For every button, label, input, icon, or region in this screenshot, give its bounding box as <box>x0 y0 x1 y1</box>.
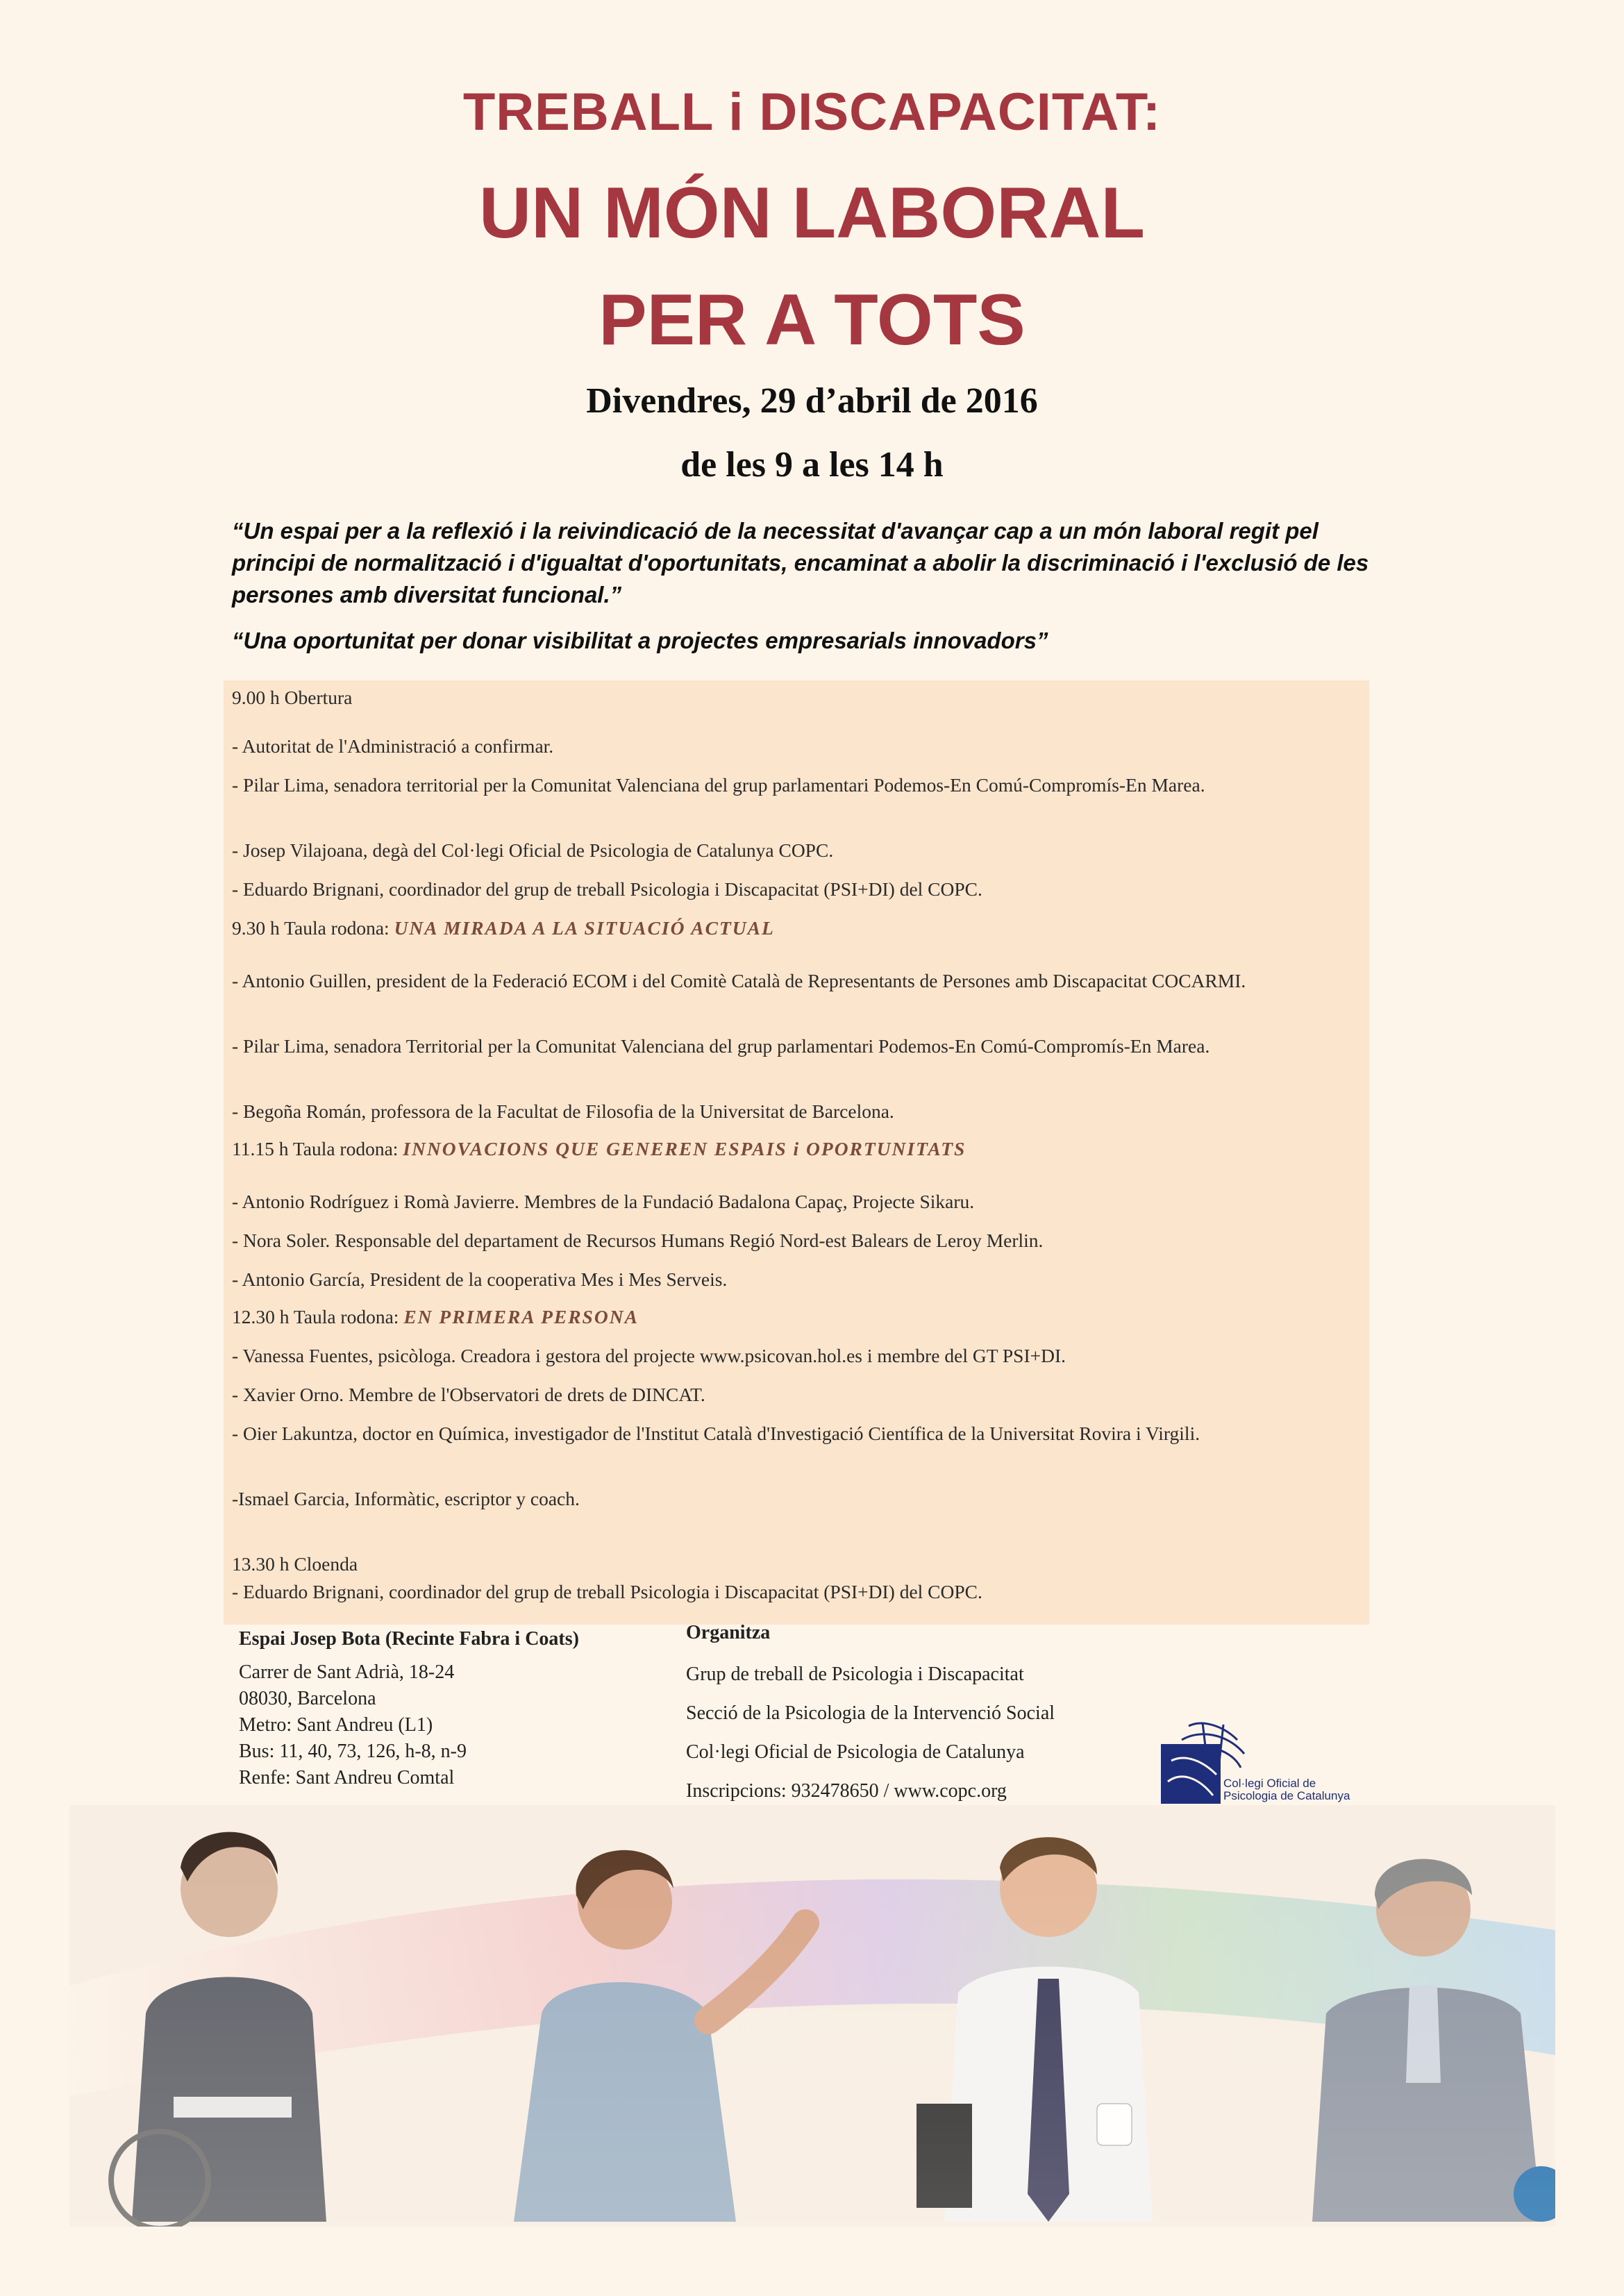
organizer-line: Inscripcions: 932478650 / www.copc.org <box>686 1780 1007 1802</box>
program-item: - Eduardo Brignani, coordinador del grup de treball Psicologia i Discapacitat (PSI+DI) del COPC. <box>232 878 982 900</box>
title-line-1: TREBALL i DISCAPACITAT: <box>462 83 1162 142</box>
organizer-line: Col·legi Oficial de Psicologia de Catalunya <box>686 1741 1025 1763</box>
event-date: Divendres, 29 d’abril de 2016 <box>586 381 1038 421</box>
venue-heading: Espai Josep Bota (Recinte Fabra i Coats) <box>239 1628 579 1650</box>
program-item: - Nora Soler. Responsable del departament de Recursos Humans Regió Nord-est Balears de Leroy Merlin. <box>232 1230 1044 1251</box>
session-title: INNOVACIONS QUE GENEREN ESPAIS i OPORTUNITATS <box>403 1138 966 1159</box>
program-box <box>224 680 1369 1625</box>
venue-line: 08030, Barcelona <box>239 1688 376 1709</box>
session-time: 12.30 h Taula rodona: <box>232 1306 404 1327</box>
logo-line: Col·legi Oficial de <box>1223 1777 1316 1790</box>
session-2-heading <box>232 1136 1368 1162</box>
organizer-line: Grup de treball de Psicologia i Discapacitat <box>686 1664 1024 1685</box>
people-photo <box>69 1805 1555 2227</box>
venue-line: Metro: Sant Andreu (L1) <box>239 1714 433 1736</box>
program-item: - Josep Vilajoana, degà del Col·legi Oficial de Psicologia de Catalunya COPC. <box>232 839 834 861</box>
quote-2: “Una oportunitat per donar visibilitat a projectes empresarials innovadors” <box>232 628 1048 653</box>
logo-line: Psicologia de Catalunya <box>1223 1789 1350 1802</box>
program-item: - Antonio Rodríguez i Romà Javierre. Membres de la Fundació Badalona Capaç, Projecte Sikaru. <box>232 1191 975 1212</box>
organizer-heading: Organitza <box>686 1622 771 1643</box>
program-item: - Xavier Orno. Membre de l'Observatori de drets de DINCAT. <box>232 1384 705 1405</box>
title-line-2: UN MÓN LABORAL <box>478 173 1145 253</box>
logo-text <box>1223 1777 1350 1802</box>
program-item: - Begoña Román, professora de la Facultat de Filosofia de la Universitat de Barcelona. <box>232 1100 894 1122</box>
session-3-heading <box>232 1304 1368 1330</box>
venue-info <box>239 1626 683 1791</box>
venue-line: Renfe: Sant Andreu Comtal <box>239 1767 455 1788</box>
organizer-line: Secció de la Psicologia de la Intervenció Social <box>686 1702 1055 1724</box>
program-item: - Pilar Lima, senadora territorial per la Comunitat Valenciana del grup parlamentari Podemos-En Comú-Compromís-En Marea. <box>232 774 1205 796</box>
program-item: -Ismael Garcia, Informàtic, escriptor y coach. <box>232 1488 580 1509</box>
venue-line: Carrer de Sant Adrià, 18-24 <box>239 1661 455 1683</box>
program-item: - Autoritat de l'Administració a confirmar. <box>232 735 554 757</box>
title-line-3: PER A TOTS <box>598 280 1026 360</box>
program-item: - Antonio García, President de la cooperativa Mes i Mes Serveis. <box>232 1268 728 1290</box>
program-item: - Vanessa Fuentes, psicòloga. Creadora i gestora del projecte www.psicovan.hol.es i membre del GT PSI+DI. <box>232 1345 1066 1366</box>
venue-line: Bus: 11, 40, 73, 126, h-8, n-9 <box>239 1741 467 1762</box>
quote-1: “Un espai per a la reflexió i la reivindicació de la necessitat d'avançar cap a un món laboral regit pel principi de normalització i d'igualtat d'oportunitats, encaminat a abolir la discriminació i l'exclusió de les persones amb diversitat funcional.” <box>232 518 1369 607</box>
session-time: 11.15 h Taula rodona: <box>232 1138 403 1159</box>
session-title: UNA MIRADA A LA SITUACIÓ ACTUAL <box>394 917 775 939</box>
program-item: - Oier Lakuntza, doctor en Química, investigador de l'Institut Català d'Investigació Científica de la Universitat Rovira i Virgili. <box>232 1423 1200 1444</box>
session-time: 9.30 h Taula rodona: <box>232 917 394 939</box>
program-item: - Eduardo Brignani, coordinador del grup de treball Psicologia i Discapacitat (PSI+DI) del COPC. <box>232 1581 982 1602</box>
program-item: - Antonio Guillen, president de la Federació ECOM i del Comitè Català de Representants de Persones amb Discapacitat COCARMI. <box>232 970 1246 991</box>
event-hours: de les 9 a les 14 h <box>680 445 944 485</box>
opening-heading: 9.00 h Obertura <box>232 687 353 708</box>
closing-heading: 13.30 h Cloenda <box>232 1553 358 1575</box>
program-item: - Pilar Lima, senadora Territorial per la Comunitat Valenciana del grup parlamentari Podemos-En Comú-Compromís-En Marea. <box>232 1035 1210 1057</box>
session-title: EN PRIMERA PERSONA <box>403 1306 639 1327</box>
session-1-heading <box>232 915 1368 941</box>
